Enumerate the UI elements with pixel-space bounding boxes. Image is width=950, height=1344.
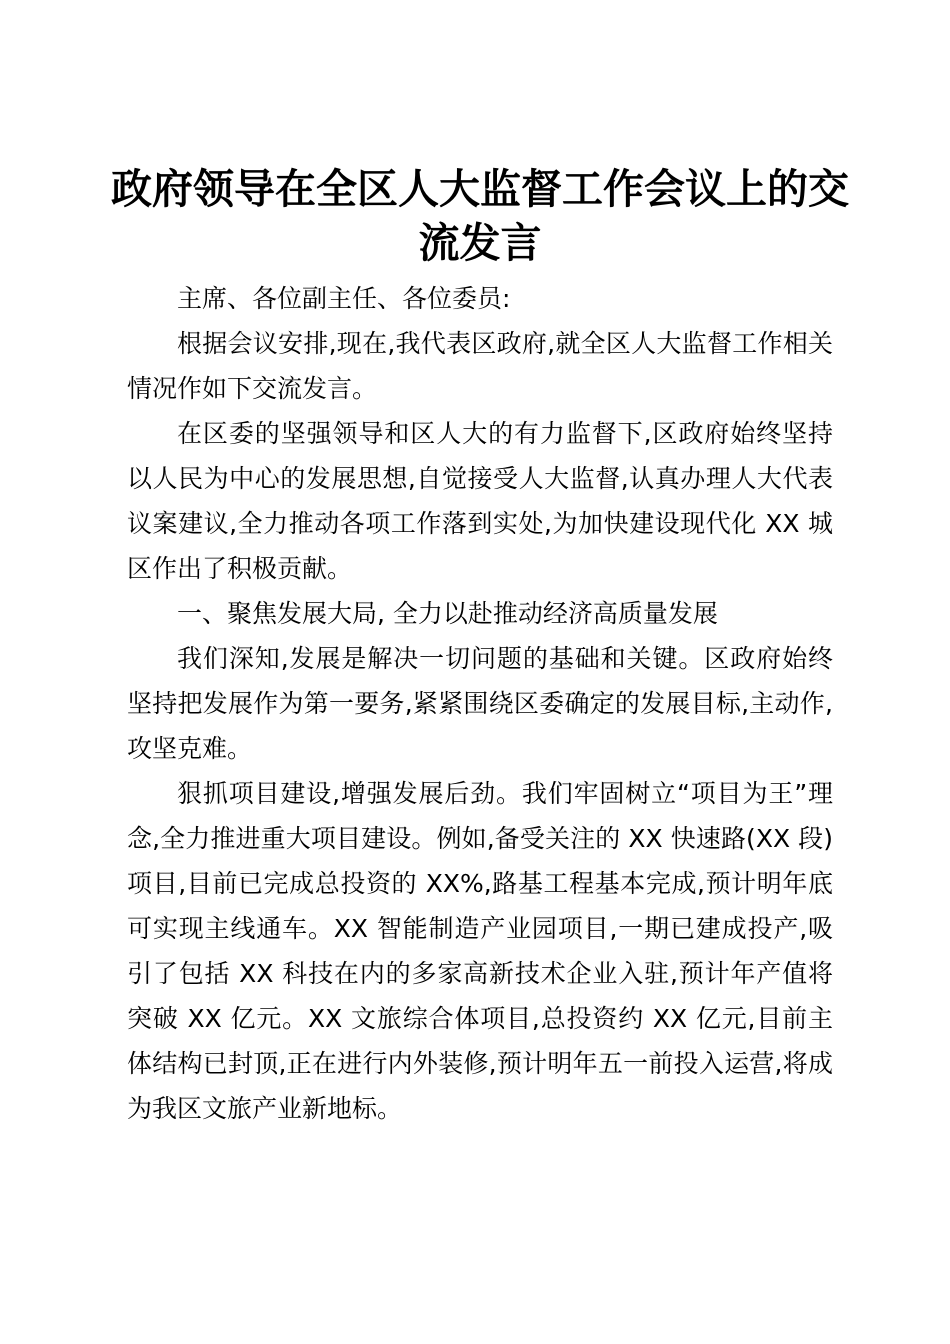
salutation-paragraph: 主席、各位副主任、各位委员: — [177, 284, 511, 313]
body-paragraph: 狠抓项目建设,增强发展后劲。我们牢固树立“项目为王”理念,全力推进重大项目建设。例如,备受关注的 XX 快速路(XX 段)项目,目前已完成总投资的 XX%,路基工程基本完成,预计明年底可实现主线通车。XX 智能制造产业园项目,一期已建成投产,吸引了包括 XX 科技在内的多家高新技术企业入驻,预计年产值将突破 XX 亿元。XX 文旅综合体项目,总投资约 XX 亿元,目前主体结构已封顶,正在进行内外装修,预计明年五一前投入运营,将成为我区文旅产业新地标。 — [127, 779, 833, 1123]
document-body — [127, 276, 833, 1131]
overview-paragraph: 在区委的坚强领导和区人大的有力监督下,区政府始终坚持以人民为中心的发展思想,自觉接受人大监督,认真办理人大代表议案建议,全力推动各项工作落到实处,为加快建设现代化 XX 城区作出了积极贡献。 — [127, 419, 833, 583]
section-heading-1: 一、聚焦发展大局, 全力以赴推动经济高质量发展 — [177, 599, 718, 628]
document-title: 政府领导在全区人大监督工作会议上的交流发言 — [111, 165, 849, 267]
body-paragraph: 我们深知,发展是解决一切问题的基础和关键。区政府始终坚持把发展作为第一要务,紧紧围绕区委确定的发展目标,主动作,攻坚克难。 — [127, 644, 833, 763]
intro-paragraph: 根据会议安排,现在,我代表区政府,就全区人大监督工作相关情况作如下交流发言。 — [127, 329, 833, 403]
